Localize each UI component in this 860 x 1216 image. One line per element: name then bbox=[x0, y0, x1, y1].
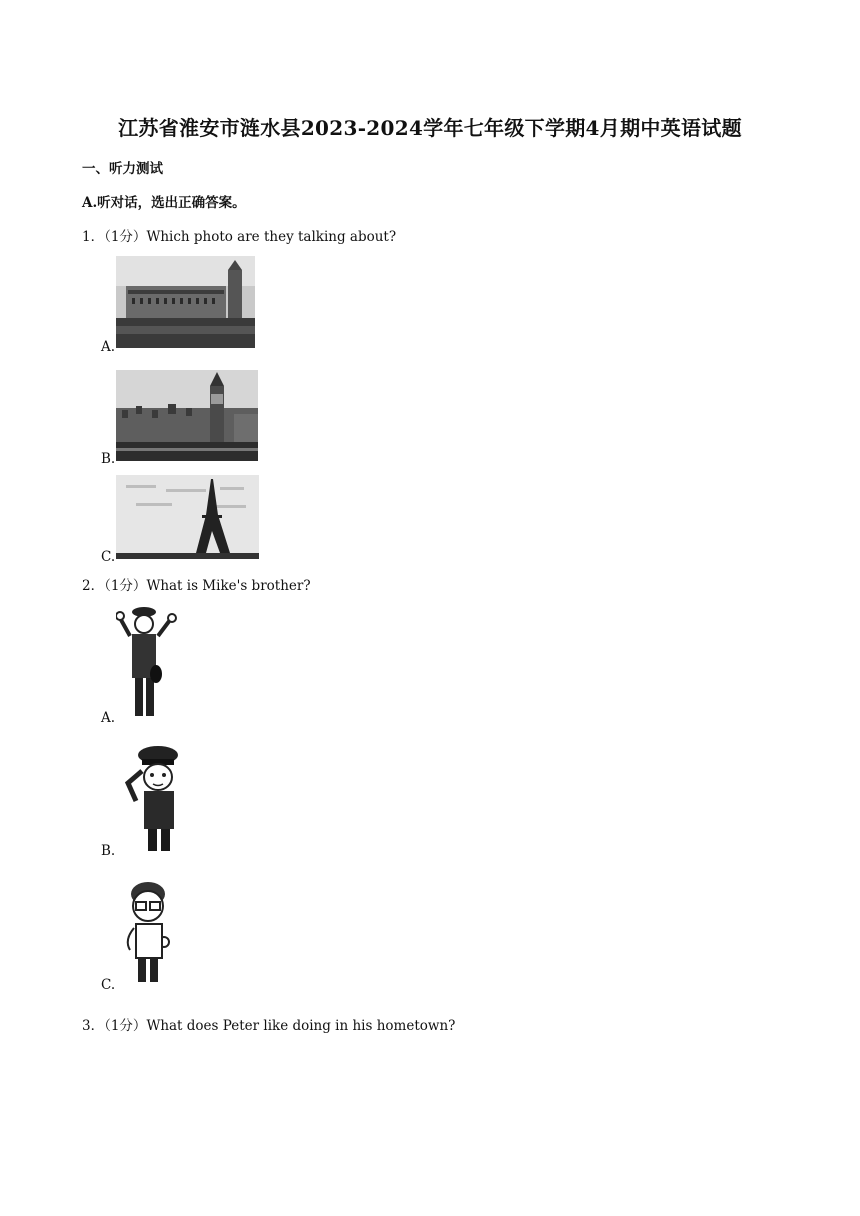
question-text: What is Mike's brother? bbox=[146, 578, 311, 594]
question-number: 2．（1分） bbox=[82, 578, 147, 594]
question-number: 3．（1分） bbox=[82, 1018, 147, 1034]
question-2 bbox=[82, 574, 311, 594]
page-title: 江苏省淮安市涟水县2023-2024学年七年级下学期4月期中英语试题 bbox=[118, 116, 742, 140]
big-ben-photo bbox=[116, 370, 258, 461]
buckingham-palace-photo bbox=[116, 256, 255, 348]
question-1 bbox=[82, 225, 396, 245]
eiffel-tower-photo bbox=[116, 475, 259, 559]
doctor-drawing bbox=[116, 878, 186, 988]
question-3 bbox=[82, 1014, 455, 1034]
part-instruction: A.听对话，选出正确答案。 bbox=[82, 195, 246, 211]
option-label: C. bbox=[101, 549, 116, 565]
option-label: C. bbox=[101, 977, 116, 993]
option-label: A. bbox=[101, 339, 116, 355]
option-label: A. bbox=[101, 710, 116, 726]
option-label: B. bbox=[101, 451, 116, 467]
section-heading: 一、听力测试 bbox=[82, 161, 163, 177]
option-label: B. bbox=[101, 843, 116, 859]
question-text: What does Peter like doing in his hometown? bbox=[146, 1018, 456, 1034]
traffic-policeman-drawing bbox=[116, 604, 186, 722]
question-text: Which photo are they talking about? bbox=[146, 229, 397, 245]
question-number: 1．（1分） bbox=[82, 229, 147, 245]
policeman-saluting-drawing bbox=[116, 743, 192, 855]
